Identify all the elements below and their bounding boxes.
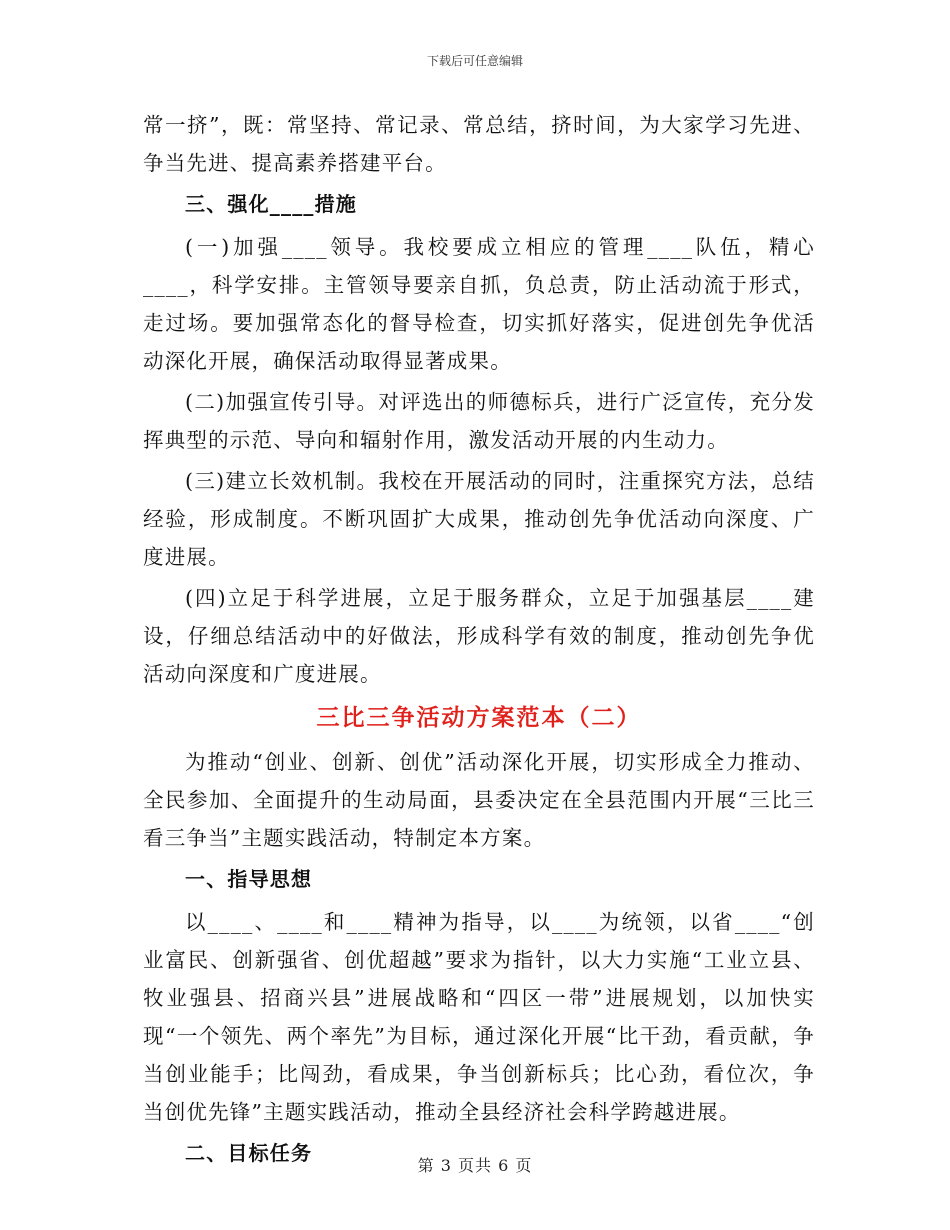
paragraph-publicity: (二)加强宣传引导。对评选出的师德标兵，进行广泛宣传，充分发挥典型的示范、导向和辐射作用，激发活动开展的内生动力。 — [143, 390, 815, 452]
page-footer-number: 第 3 页共 6 页 — [417, 1156, 533, 1175]
page-header-note: 下载后可任意编辑 — [426, 54, 523, 68]
paragraph-leadership: (一)加强____领导。我校要成立相应的管理____队伍，精心____，科学安排。主管领导要亲自抓，负总责，防止活动流于形式，走过场。要加强常态化的督导检查，切实抓好落实，促进创先争优活动深化开展，确保活动取得显著成果。 — [143, 235, 815, 373]
document-body — [143, 106, 815, 1177]
section-heading-guiding-thought: 一、指导思想 — [185, 867, 313, 891]
paragraph-intro: 为推动“创业、创新、创优”活动深化开展，切实形成全力推动、全民参加、全面提升的生动局面，县委决定在全县范围内开展“三比三看三争当”主题实践活动，特制定本方案。 — [143, 750, 815, 850]
document-title: 三比三争活动方案范本（二） — [316, 705, 642, 731]
paragraph-foundation: (四)立足于科学进展，立足于服务群众，立足于加强基层____建设，仔细总结活动中的好做法，形成科学有效的制度，推动创先争优活动向深度和广度进展。 — [143, 586, 815, 686]
section-heading-goals: 二、目标任务 — [185, 1141, 313, 1165]
section-heading-measures: 三、强化____措施 — [185, 192, 357, 216]
paragraph-guiding-thought: 以____、____和____精神为指导，以____为统领，以省____“创业富民、创新强省、创优超越”要求为指针，以大力实施“工业立县、牧业强县、招商兴县”进展战略和“四区一带”进展规划，以加快实现“一个领先、两个率先”为目标，通过深化开展“比干劲，看贡献，争当创业能手；比闯劲，看成果，争当创新标兵；比心劲，看位次，争当创优先锋”主题实践活动，推动全县经济社会科学跨越进展。 — [143, 910, 815, 1124]
paragraph-continuation: 常一挤”，既：常坚持、常记录、常总结，挤时间，为大家学习先进、争当先进、提高素养搭建平台。 — [143, 113, 815, 175]
paragraph-mechanism: (三)建立长效机制。我校在开展活动的同时，注重探究方法，总结经验，形成制度。不断巩固扩大成果，推动创先争优活动向深度、广度进展。 — [143, 469, 815, 569]
